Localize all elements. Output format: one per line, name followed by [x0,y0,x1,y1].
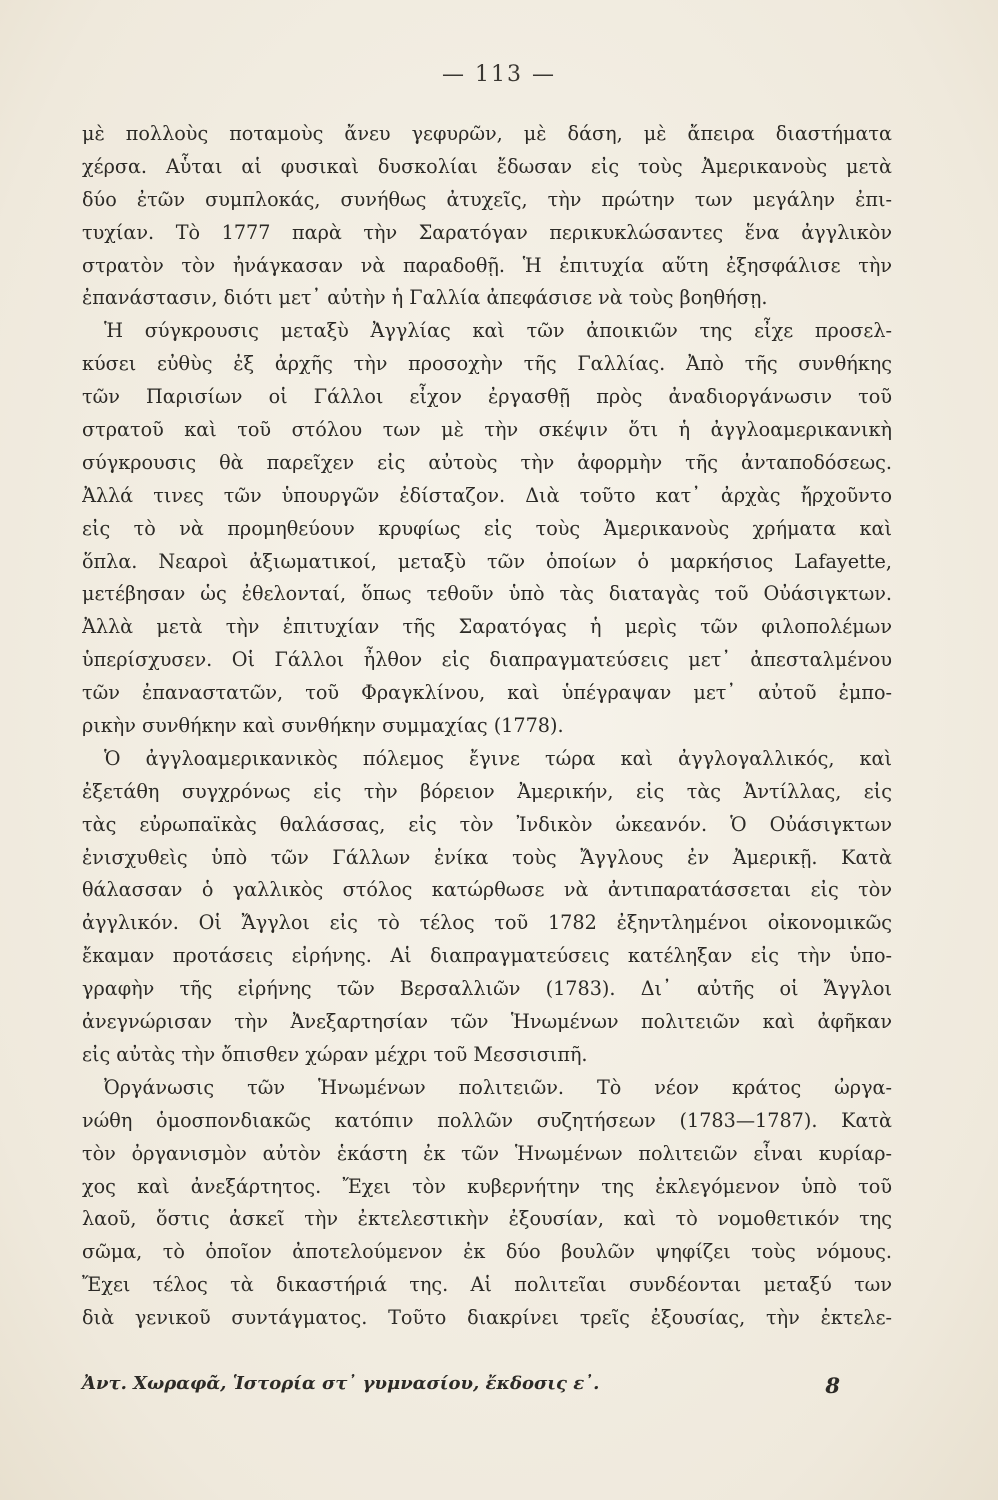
text-line: ἐπανάστασιν, διότι μετ᾽ αὐτὴν ἡ Γαλλία ἀπεφάσισε νὰ τοὺς βοηθήσῃ. [82,286,768,310]
text-line: λαοῦ, ὅστις ἀσκεῖ τὴν ἐκτελεστικὴν ἐξουσίαν, καὶ τὸ νομοθετικόν της [82,1207,892,1231]
text-line: Ἡ σύγκρουσις μεταξὺ Ἀγγλίας καὶ τῶν ἀποικιῶν της εἶχε προσελ- [104,319,892,343]
text-line: στρατὸν τὸν ἠνάγκασαν νὰ παραδοθῇ. Ἡ ἐπιτυχία αὕτη ἐξησφάλισε τὴν [82,253,892,277]
text-line: σῶμα, τὸ ὁποῖον ἀποτελούμενον ἐκ δύο βουλῶν ψηφίζει τοὺς νόμους. [82,1240,892,1264]
text-line: μὲ πολλοὺς ποταμοὺς ἄνευ γεφυρῶν, μὲ δάση, μὲ ἄπειρα διαστήματα [82,122,892,145]
page-footer [82,1373,892,1398]
text-line: τὰς εὐρωπαϊκὰς θαλάσσας, εἰς τὸν Ἰνδικὸν ὠκεανόν. Ὁ Οὐάσιγκτων [82,812,892,836]
text-line: ὑπερίσχυσεν. Οἱ Γάλλοι ἦλθον εἰς διαπραγματεύσεις μετ᾽ ἀπεσταλμένου [82,648,892,672]
text-line: ρικὴν συνθήκην καὶ συνθήκην συμμαχίας (1778). [82,714,564,738]
signature-mark: 8 [825,1373,840,1398]
text-line: ἐξετάθη συγχρόνως εἰς τὴν βόρειον Ἀμερικήν, εἰς τὰς Ἀντίλλας, εἰς [82,779,892,803]
text-line: ἔκαμαν προτάσεις εἰρήνης. Αἱ διαπραγματεύσεις κατέληξαν εἰς τὴν ὑπο- [82,944,892,968]
text-line: τὸν ὀργανισμὸν αὐτὸν ἑκάστη ἐκ τῶν Ἡνωμένων πολιτειῶν εἶναι κυρίαρ- [82,1141,892,1165]
text-line: Ὁ ἀγγλοαμερικανικὸς πόλεμος ἔγινε τώρα καὶ ἀγγλογαλλικός, καὶ [104,746,892,770]
text-line: θάλασσαν ὁ γαλλικὸς στόλος κατώρθωσε νὰ ἀντιπαρατάσσεται εἰς τὸν [82,878,892,902]
text-line: δύο ἐτῶν συμπλοκάς, συνήθως ἀτυχεῖς, τὴν πρώτην των μεγάλην ἐπι- [82,187,892,211]
text-line: ὅπλα. Νεαροὶ ἀξιωματικοί, μεταξὺ τῶν ὁποίων ὁ μαρκήσιος Lafayette, [82,549,892,573]
text-line: στρατοῦ καὶ τοῦ στόλου των μὲ τὴν σκέψιν ὅτι ἡ ἀγγλοαμερικανικὴ [82,418,892,442]
text-line: σύγκρουσις θὰ παρεῖχεν εἰς αὐτοὺς τὴν ἀφορμὴν τῆς ἀνταποδόσεως. [82,450,892,474]
text-line: εἰς τὸ νὰ προμηθεύουν κρυφίως εἰς τοὺς Ἀμερικανοὺς χρήματα καὶ [82,516,892,540]
text-line: ἀνεγνώρισαν τὴν Ἀνεξαρτησίαν τῶν Ἡνωμένων πολιτειῶν καὶ ἀφῆκαν [82,1010,892,1034]
body-text [82,118,892,1335]
text-line: τυχίαν. Τὸ 1777 παρὰ τὴν Σαρατόγαν περικυκλώσαντες ἕνα ἀγγλικὸν [82,220,892,244]
text-line: τῶν Παρισίων οἱ Γάλλοι εἶχον ἐργασθῇ πρὸς ἀναδιοργάνωσιν τοῦ [82,385,892,409]
text-line: Ἔχει τέλος τὰ δικαστήριά της. Αἱ πολιτεῖαι συνδέονται μεταξύ των [82,1273,892,1297]
text-line: Ἀλλά τινες τῶν ὑπουργῶν ἐδίσταζον. Διὰ τοῦτο κατ᾽ ἀρχὰς ἤρχοῦντο [82,483,892,507]
footer-citation: Ἀντ. Χωραφᾶ, Ἱστορία στ᾽ γυμνασίου, ἔκδοσις ε᾽. [82,1373,600,1394]
page-number: — 113 — [442,62,556,87]
text-line: ἀγγλικόν. Οἱ Ἄγγλοι εἰς τὸ τέλος τοῦ 1782 ἐξηντλημένοι οἰκονομικῶς [82,911,892,935]
text-line: χος καὶ ἀνεξάρτητος. Ἔχει τὸν κυβερνήτην της ἐκλεγόμενον ὑπὸ τοῦ [82,1174,892,1198]
text-line: διὰ γενικοῦ συντάγματος. Τοῦτο διακρίνει τρεῖς ἐξουσίας, τὴν ἐκτελε- [82,1306,892,1330]
text-line: γραφὴν τῆς εἰρήνης τῶν Βερσαλλιῶν (1783). Δι᾽ αὐτῆς οἱ Ἄγγλοι [82,977,892,1001]
text-line: μετέβησαν ὡς ἐθελονταί, ὅπως τεθοῦν ὑπὸ τὰς διαταγὰς τοῦ Οὐάσιγκτων. [82,582,892,606]
text-line: τῶν ἐπαναστατῶν, τοῦ Φραγκλίνου, καὶ ὑπέγραψαν μετ᾽ αὐτοῦ ἐμπο- [82,681,892,705]
text-line: ἐνισχυθεὶς ὑπὸ τῶν Γάλλων ἐνίκα τοὺς Ἄγγλους ἐν Ἀμερικῇ. Κατὰ [82,845,892,869]
text-line: Ἀλλὰ μετὰ τὴν ἐπιτυχίαν τῆς Σαρατόγας ἡ μερὶς τῶν φιλοπολέμων [82,615,892,639]
text-line: χέρσα. Αὗται αἱ φυσικαὶ δυσκολίαι ἔδωσαν εἰς τοὺς Ἀμερικανοὺς μετὰ [82,154,892,178]
text-line: κύσει εὐθὺς ἐξ ἀρχῆς τὴν προσοχὴν τῆς Γαλλίας. Ἀπὸ τῆς συνθήκης [82,352,892,376]
text-line: εἰς αὐτὰς τὴν ὄπισθεν χώραν μέχρι τοῦ Μεσσισιπῆ. [82,1042,588,1066]
text-line: νώθη ὁμοσπονδιακῶς κατόπιν πολλῶν συζητήσεων (1783—1787). Κατὰ [82,1108,892,1132]
section-heading-line: Ὀργάνωσις τῶν Ἡνωμένων πολιτειῶν. Τὸ νέον κράτος ὠργα- [104,1075,892,1099]
